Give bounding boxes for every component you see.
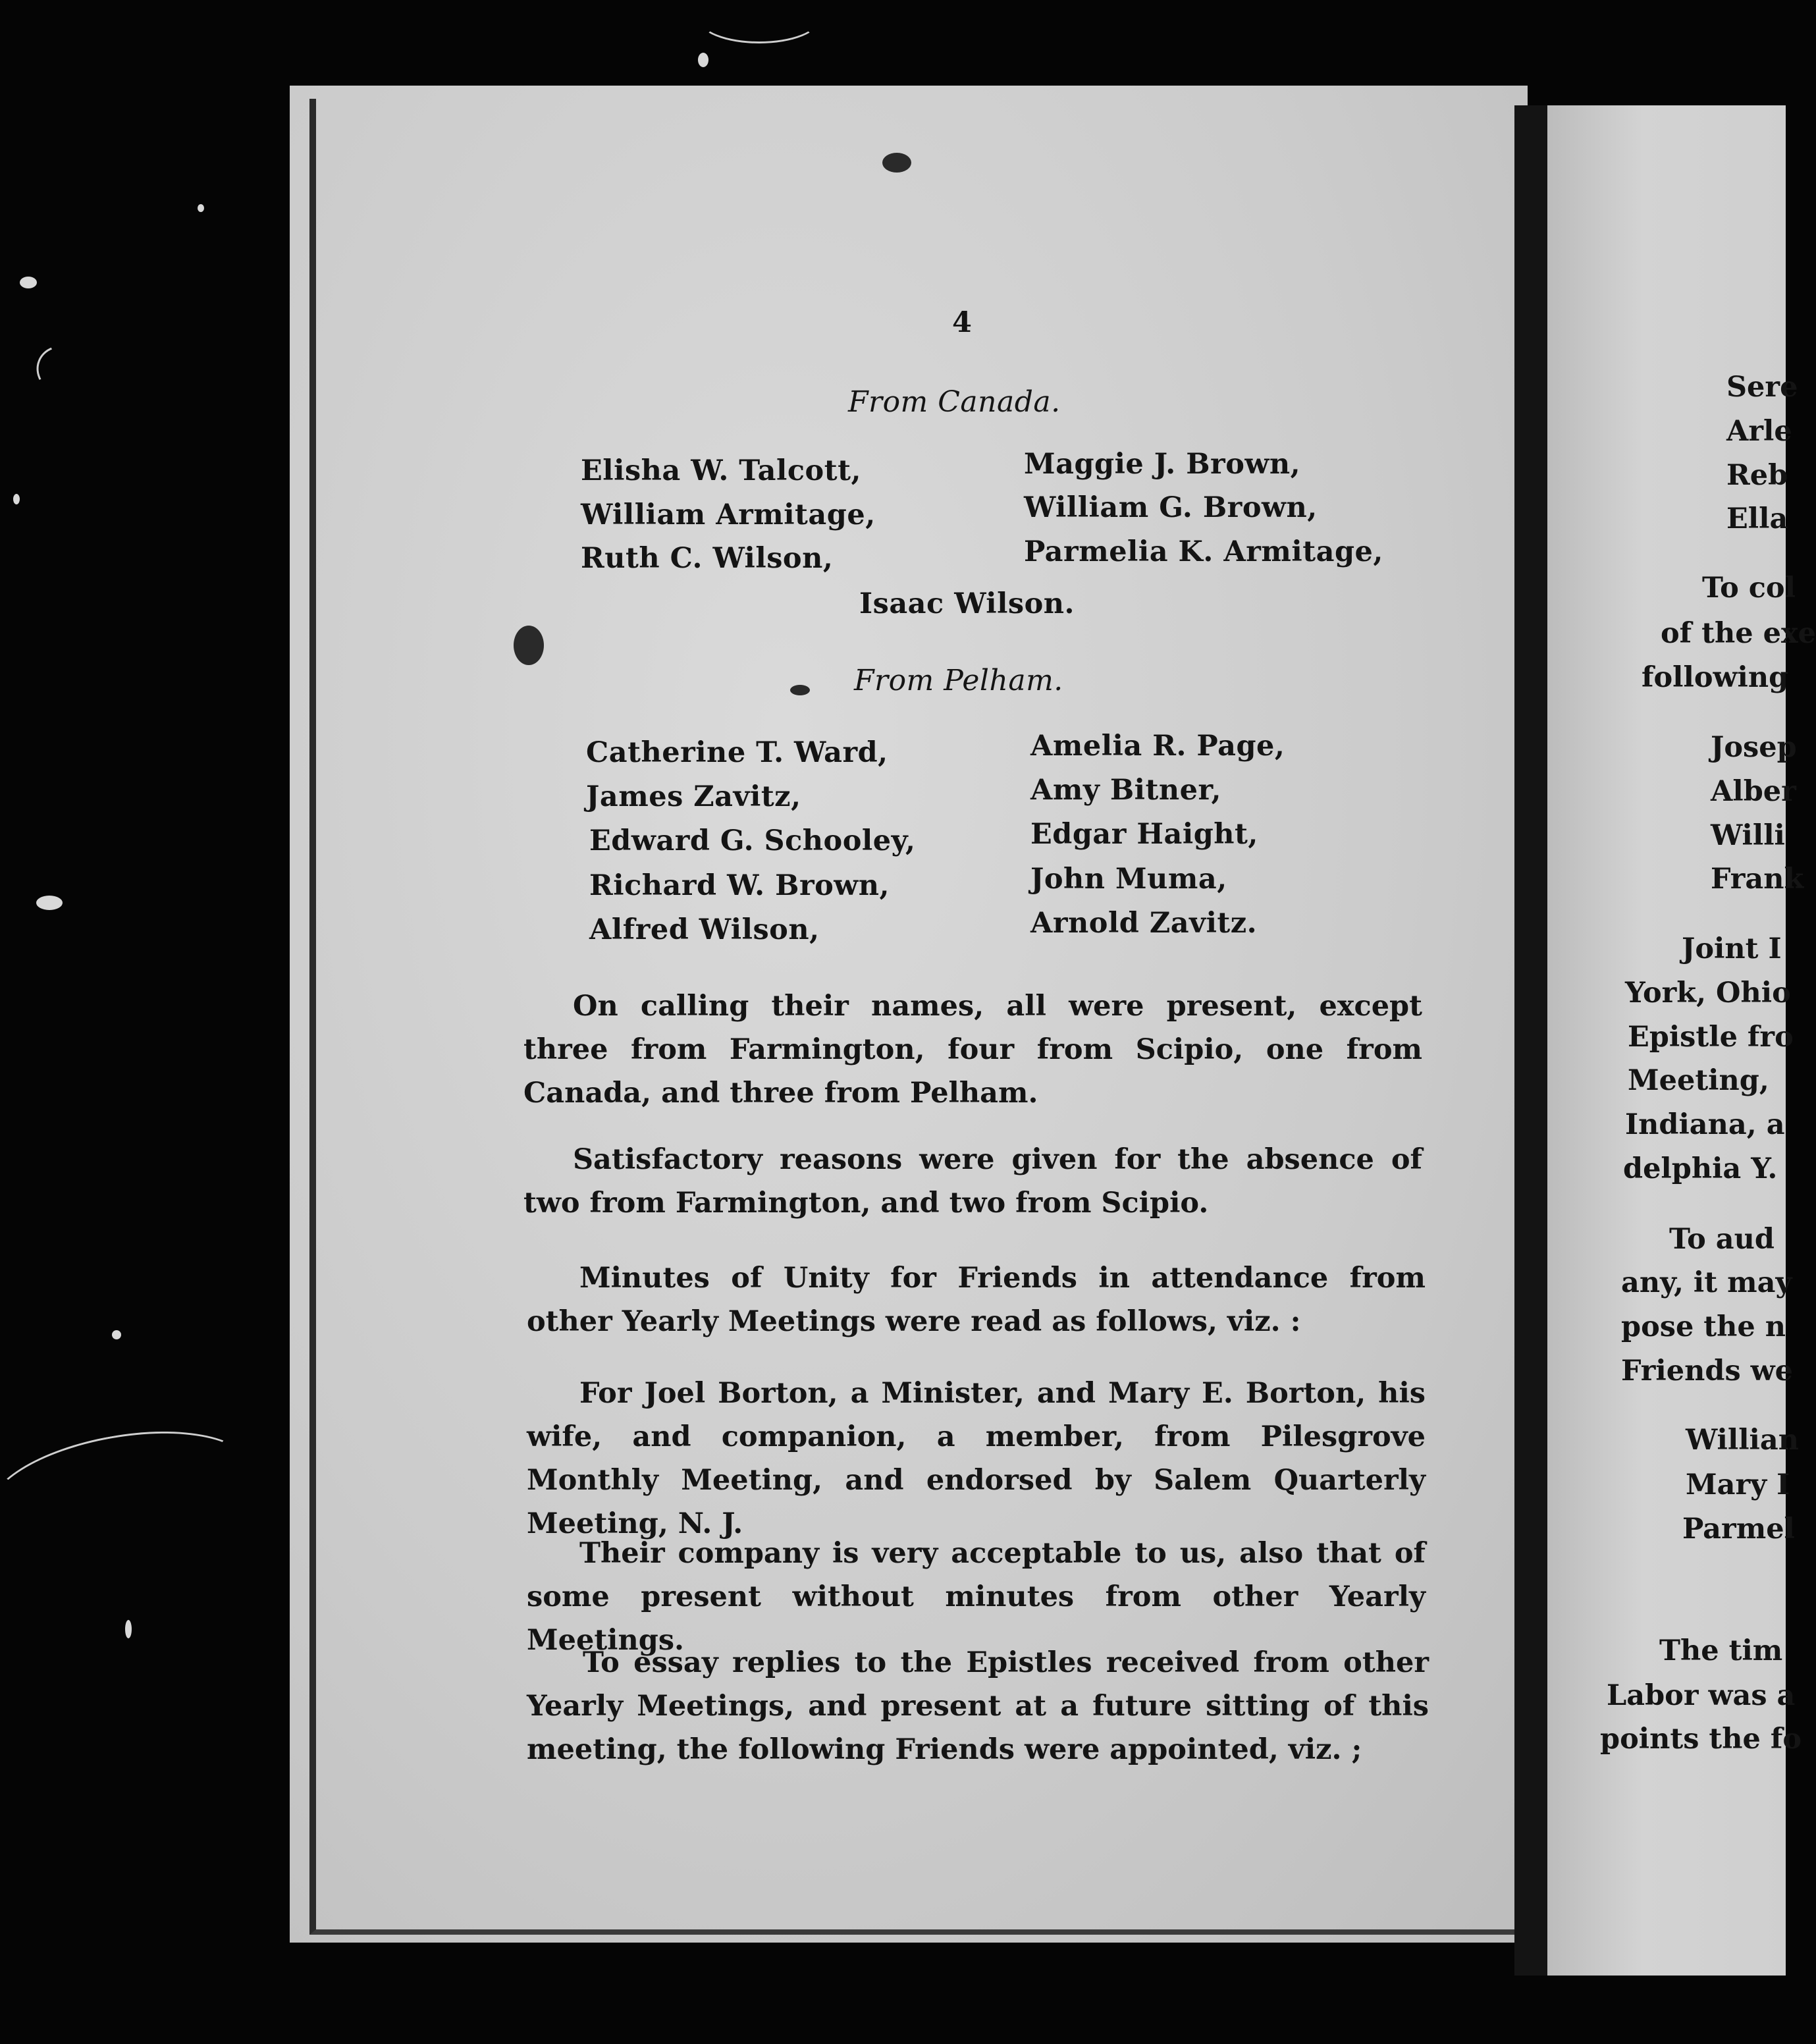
name-canada-right: Maggie J. Brown,	[1024, 448, 1301, 481]
name-canada-left: Ruth C. Wilson,	[581, 542, 834, 575]
right-fragment: Willian	[1686, 1424, 1799, 1457]
name-pelham-right: Arnold Zavitz.	[1030, 907, 1258, 940]
ink-blot	[882, 153, 911, 173]
name-pelham-left: Alfred Wilson,	[589, 913, 820, 946]
right-fragment: To aud	[1669, 1223, 1775, 1256]
name-pelham-right: Amy Bitner,	[1030, 774, 1221, 807]
scan-hair	[30, 338, 100, 404]
right-fragment: pose the n	[1621, 1310, 1786, 1343]
right-fragment: Sere	[1726, 371, 1798, 404]
right-page	[1547, 105, 1816, 1976]
right-fragment: York, Ohio	[1625, 977, 1791, 1009]
right-fragment: To col	[1702, 572, 1796, 605]
name-canada-left: William Armitage,	[581, 498, 876, 531]
scan-speck	[198, 204, 204, 212]
right-fragment: of the exe	[1661, 617, 1816, 650]
right-fragment: Willi	[1711, 819, 1785, 852]
name-pelham-right: Amelia R. Page,	[1030, 730, 1285, 763]
scan-speck	[125, 1620, 132, 1638]
paragraph: Minutes of Unity for Friends in attendance from other Yearly Meetings were read as follows, viz. :	[527, 1262, 1426, 1338]
ink-blot	[514, 626, 544, 665]
name-pelham-left: Richard W. Brown,	[589, 869, 890, 902]
scan-speck	[112, 1330, 121, 1339]
name-canada-right: Parmelia K. Armitage,	[1024, 535, 1383, 568]
paragraph: Satisfactory reasons were given for the absence of two from Farmington, and two from Scipio.	[523, 1143, 1422, 1220]
right-fragment: Indiana, a	[1625, 1108, 1785, 1141]
name-canada-left: Elisha W. Talcott,	[581, 454, 861, 487]
page-number: 4	[952, 306, 973, 339]
paragraph: On calling their names, all were present, except three from Farmington, four from Scipio, one from Canada, and three from Pelham.	[523, 990, 1422, 1110]
paragraph: To essay replies to the Epistles received from other Yearly Meetings, and present at a future sitting of this meeting, the following Friends were appointed, viz. ;	[527, 1646, 1429, 1766]
right-fragment: any, it may	[1621, 1266, 1792, 1299]
right-fragment: delphia Y.	[1623, 1152, 1778, 1185]
right-fragment: Josep	[1711, 731, 1797, 764]
scan-speck	[36, 896, 63, 910]
scan-speck	[13, 494, 20, 504]
right-fragment: Mary I	[1686, 1468, 1790, 1501]
right-fragment: Epistle fro	[1628, 1021, 1794, 1054]
scan-speck	[20, 277, 37, 288]
right-fragment: Reb	[1726, 459, 1788, 492]
book-gutter	[1514, 105, 1547, 1976]
right-fragment: Alber	[1711, 775, 1796, 808]
right-fragment: Ella	[1726, 502, 1788, 535]
right-fragment: Frank	[1711, 863, 1804, 896]
paragraph: Their company is very acceptable to us, also that of some present without minutes from other Yearly Meetings.	[527, 1537, 1426, 1657]
right-fragment: points the fo	[1600, 1723, 1802, 1756]
right-fragment: The tim	[1659, 1634, 1783, 1667]
right-fragment: Parmel	[1682, 1513, 1795, 1546]
name-canada-center: Isaac Wilson.	[859, 587, 1075, 620]
section-heading-pelham: From Pelham.	[854, 664, 1063, 697]
section-heading-canada: From Canada.	[848, 385, 1061, 419]
ink-blot	[790, 685, 810, 695]
name-pelham-left: Edward G. Schooley,	[589, 824, 916, 857]
right-fragment: Arle	[1726, 415, 1792, 448]
scan-hair	[698, 0, 820, 43]
right-fragment: Labor was a	[1607, 1679, 1796, 1712]
paragraph: For Joel Borton, a Minister, and Mary E. Borton, his wife, and companion, a member, from Pilesgrove Monthly Meeting, and endorsed by Salem Quarterly Meeting, N. J.	[527, 1377, 1426, 1540]
right-fragment: following	[1642, 661, 1789, 694]
right-fragment: Friends we	[1621, 1355, 1794, 1387]
scan-speck	[698, 53, 708, 67]
name-pelham-right: John Muma,	[1030, 863, 1227, 896]
name-pelham-left: Catherine T. Ward,	[586, 736, 888, 769]
right-fragment: Meeting,	[1628, 1064, 1769, 1097]
name-pelham-left: James Zavitz,	[586, 780, 801, 813]
name-pelham-right: Edgar Haight,	[1030, 818, 1258, 851]
right-fragment: Joint I	[1682, 932, 1782, 965]
scan-hair	[0, 1413, 261, 1567]
name-canada-right: William G. Brown,	[1024, 491, 1318, 524]
